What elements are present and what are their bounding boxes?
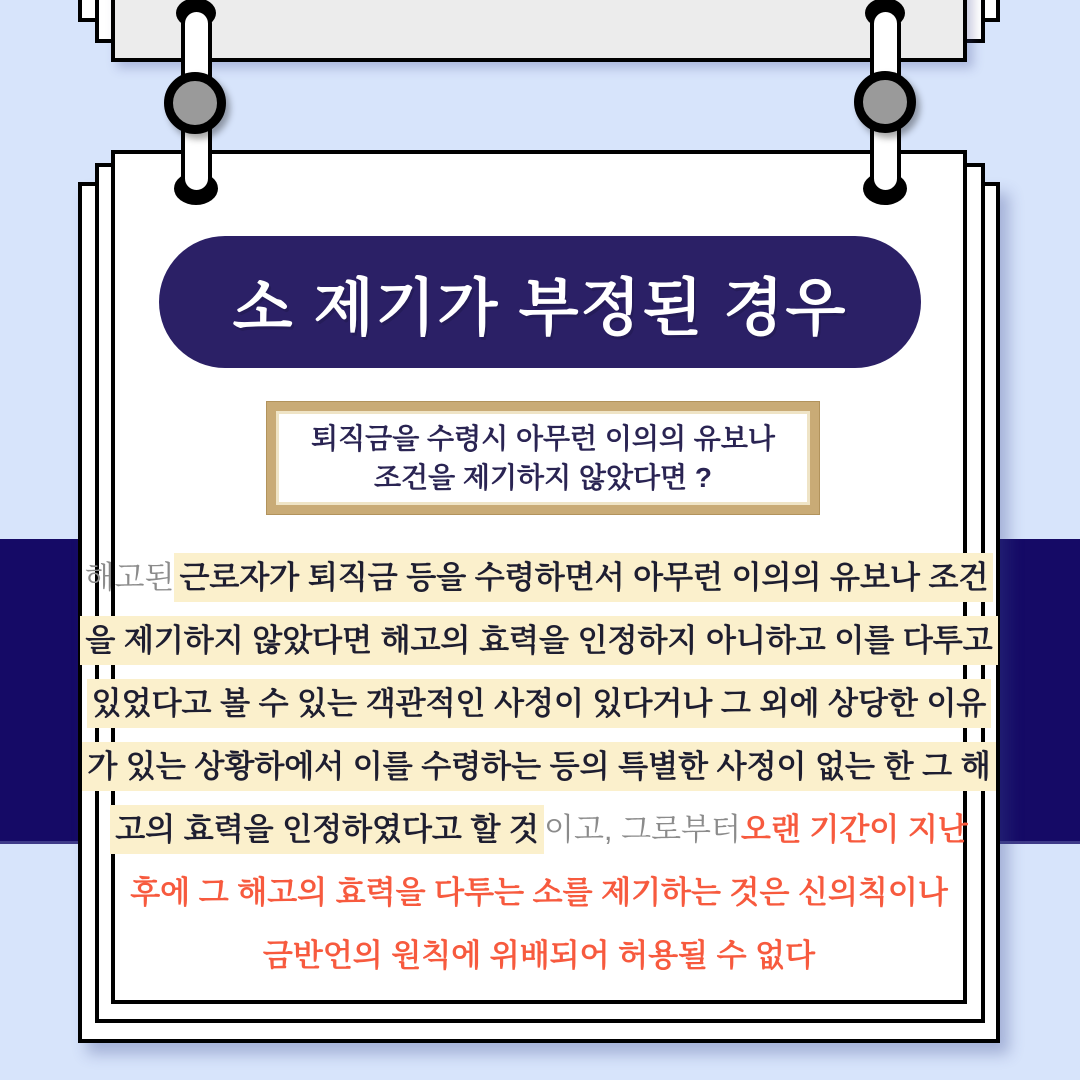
body-segment-red: 금반언의 원칙에 위배되어 허용될 수 없다	[262, 938, 816, 973]
question-line-1: 퇴직금을 수령시 아무런 이의의 유보나	[311, 422, 775, 454]
body-segment-grey: 해고된	[84, 560, 175, 595]
body-segment-red: 후에 그 해고의 효력을 다투는 소를 제기하는 것은 신의칙이나	[130, 875, 948, 910]
body-segment-hl: 고의 효력을 인정하였다고 할 것	[110, 805, 544, 854]
page-title: 소 제기가 부정된 경우	[232, 273, 848, 343]
body-line	[84, 546, 989, 609]
binder-ring-left-icon	[164, 72, 226, 134]
body-segment-hl: 가 있는 상황하에서 이를 수령하는 등의 특별한 사정이 없는 한 그 해	[82, 742, 995, 791]
body-line	[87, 735, 991, 798]
body-segment-hl: 근로자가 퇴직금 등을 수령하면서 아무런 이의의 유보나 조건	[174, 553, 993, 602]
body-line	[115, 798, 968, 861]
question-box	[267, 402, 819, 514]
body-segment-red: 오랜 기간이 지난	[740, 812, 968, 847]
body-segment-hl: 있었다고 볼 수 있는 객관적인 사정이 있다거나 그 외에 상당한 이유	[87, 679, 992, 728]
title-pill	[159, 236, 921, 368]
body-segment-hl: 을 제기하지 않았다면 해고의 효력을 인정하지 아니하고 이를 다투고	[80, 616, 997, 665]
body-line	[91, 672, 987, 735]
binder-ring-right-icon	[854, 71, 916, 133]
note-front-sheet	[84, 150, 993, 1004]
body-segment-grey: 이고, 그로부터	[544, 812, 741, 847]
body-line	[85, 609, 993, 672]
body-line	[115, 861, 963, 924]
body-text	[84, 546, 993, 987]
question-line-2: 조건을 제기하지 않았다면 ?	[374, 461, 712, 493]
body-line	[115, 924, 963, 987]
top-page-front-sheet	[111, 0, 967, 62]
